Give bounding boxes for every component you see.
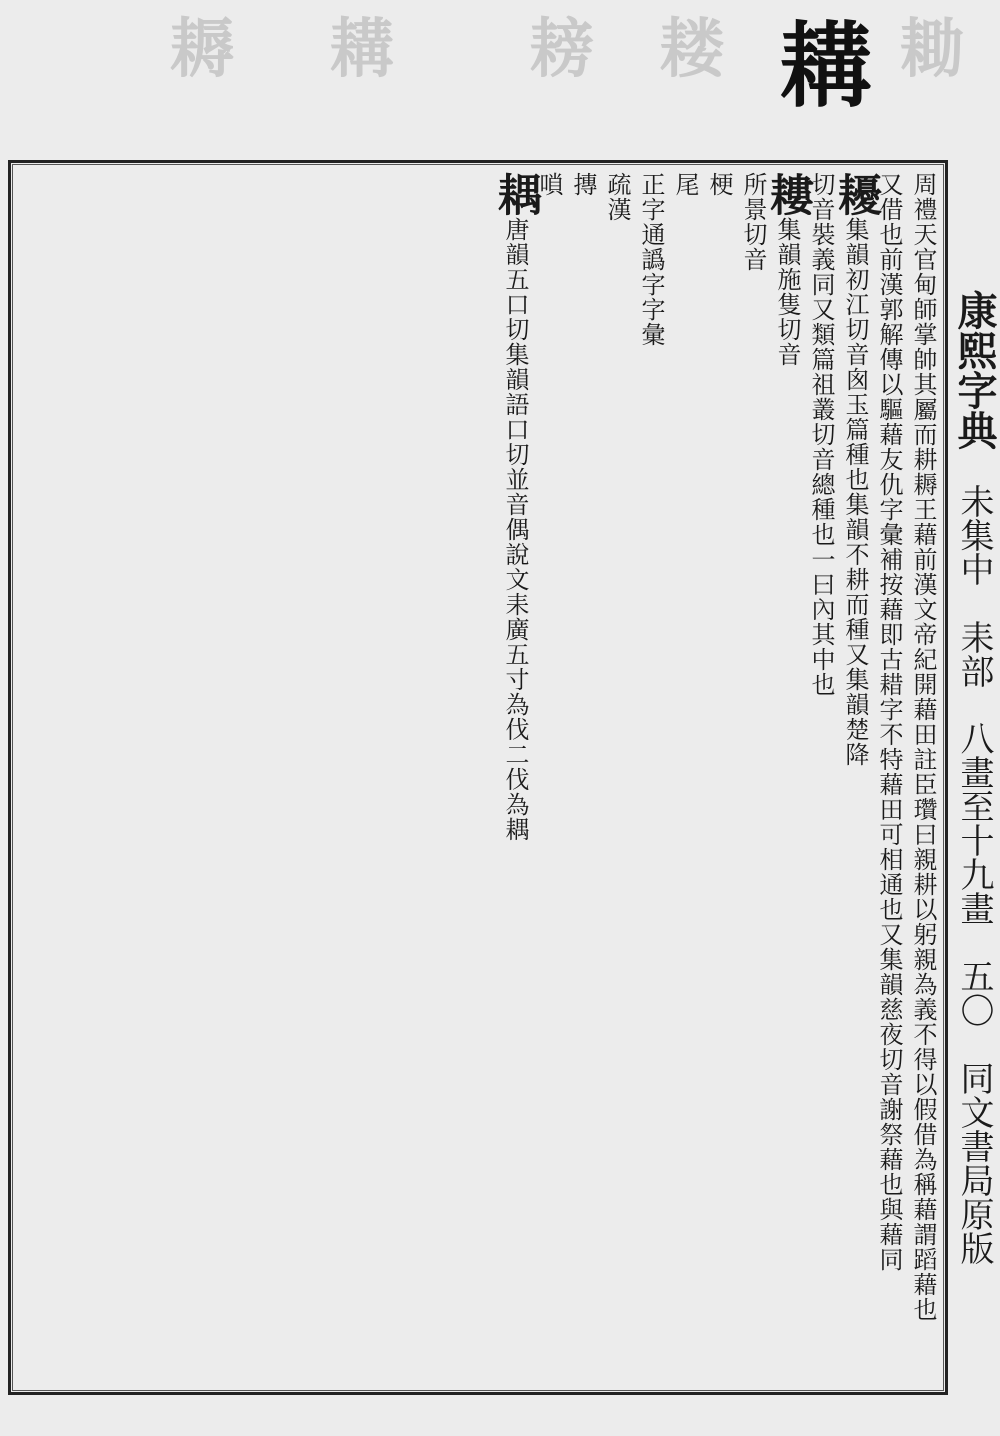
- top-bleed-strip: [0, 0, 1000, 150]
- text-column: 所景切音: [739, 172, 767, 272]
- text-column: [830, 172, 881, 1384]
- text-column: 梗: [705, 172, 733, 197]
- entry-text: 唐韻五口切集韻語口切並音偶說文耒廣五寸為伐二伐為耦: [501, 217, 529, 842]
- headword: 耬: [762, 172, 813, 217]
- text-column: 疏漢: [603, 172, 631, 222]
- bleed-headword-1: 耨: [170, 12, 234, 87]
- publisher-label: 同文書局原版: [954, 1060, 994, 1265]
- text-column: 切音裝義同又類篇祖叢切音總種也一曰內其中也: [807, 172, 835, 697]
- text-column: 嗩: [535, 172, 563, 197]
- text-column: [490, 172, 541, 1384]
- volume-label: 未集中: [954, 484, 994, 587]
- headword: 耰: [830, 172, 881, 217]
- margin-column: [952, 160, 996, 1395]
- main-headword: 耩: [780, 12, 873, 120]
- stroke-range: 八畫至十九畫: [954, 721, 994, 926]
- entry-text: 集韻初江切音囪玉篇種也集韻不耕而種又集韻楚降: [841, 217, 869, 767]
- text-column: 周禮天官甸師掌帥其屬而耕耨王藉前漢文帝紀開藉田註臣瓚曰親耕以躬親為義不得以假借為稱藉謂蹈藉也: [909, 172, 937, 1322]
- text-column: 又借也前漢郭解傳以驅藉友仇字彙補按藉即古耤字不特藉田可相通也又集韻慈夜切音謝祭藉也與藉同: [875, 172, 903, 1272]
- book-title: 康熙字典: [951, 290, 998, 451]
- entry-text: 集韻施隻切音: [773, 217, 801, 367]
- text-column: [762, 172, 813, 1384]
- bleed-headword-4: 耧: [660, 12, 724, 87]
- page-number: 五〇: [954, 958, 994, 1027]
- bleed-headword-5: 耡: [900, 12, 964, 87]
- text-column: 正字通譌字字彙: [637, 172, 665, 347]
- dictionary-text-body: [16, 172, 940, 1384]
- headword: 耦: [490, 172, 541, 217]
- radical-section: 耒部: [954, 619, 994, 688]
- bleed-headword-3: 耪: [530, 12, 594, 87]
- text-column: 摶: [569, 172, 597, 197]
- text-column: 尾: [671, 172, 699, 197]
- bleed-headword-2: 耩: [330, 12, 394, 87]
